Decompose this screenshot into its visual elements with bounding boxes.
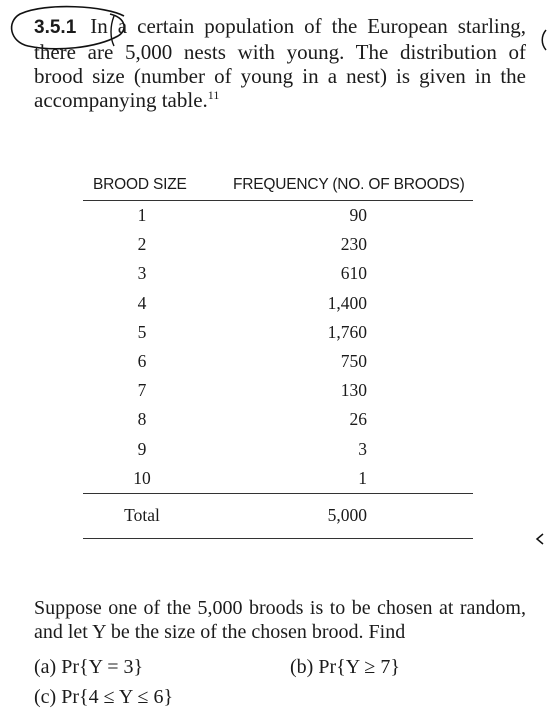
frequency-cell: 26 [349,409,367,430]
frequency-cell: 610 [340,263,367,284]
brood-size-table [83,168,473,539]
table-row [83,464,473,494]
part-b: (b) Pr{Y ≥ 7} [290,656,400,678]
frequency-cell: 1,760 [327,321,367,342]
brood-size-cell: 7 [137,380,147,401]
brood-size-cell: 6 [137,351,147,372]
brood-size-cell: 2 [137,234,147,255]
brood-size-cell: 8 [137,409,147,430]
table-row [83,230,473,259]
frequency-cell: 130 [340,380,367,401]
problem-text: In a certain population of the European starling, there are 5,000 nests with young. The distribution of brood size (number of young in a nest) is given in the accompanying table. [34,14,526,112]
table-row [83,435,473,464]
total-value: 5,000 [209,493,473,538]
question-text: Suppose one of the 5,000 broods is to be chosen at random, and let Y be the size of the chosen brood. Find [34,597,526,643]
parts-row-2 [34,682,526,712]
table-row [83,289,473,318]
brood-size-cell: 3 [137,263,147,284]
frequency-cell: 230 [340,234,367,255]
frequency-cell: 750 [340,351,367,372]
table-row [83,259,473,288]
problem-number: 3.5.1 [34,17,77,38]
table-row [83,201,473,231]
parts-row-1 [34,652,526,682]
table-row [83,347,473,376]
handwritten-margin-mark [538,28,548,52]
brood-size-cell: 9 [137,438,147,459]
frequency-cell: 3 [358,438,367,459]
part-c: (c) Pr{4 ≤ Y ≤ 6} [34,686,174,708]
brood-size-cell: 10 [133,467,151,488]
frequency-cell: 1 [358,467,367,488]
table-row [83,318,473,347]
brood-size-cell: 5 [137,321,147,342]
handwritten-margin-mark [534,532,546,546]
table-row [83,376,473,405]
footnote-marker: 11 [207,88,220,102]
table-total-row [83,493,473,538]
part-a: (a) Pr{Y = 3} [34,656,144,678]
problem-statement [34,14,526,112]
total-label: Total [83,493,209,538]
frequency-cell: 1,400 [327,292,367,313]
table-header-row [83,168,473,201]
brood-size-cell: 1 [137,205,147,226]
column-header-brood-size: BROOD SIZE [83,168,209,201]
question-parts [34,652,526,712]
column-header-frequency: FREQUENCY (NO. OF BROODS) [209,168,473,201]
brood-size-cell: 4 [137,292,147,313]
table-row [83,405,473,434]
frequency-cell: 90 [349,205,367,226]
